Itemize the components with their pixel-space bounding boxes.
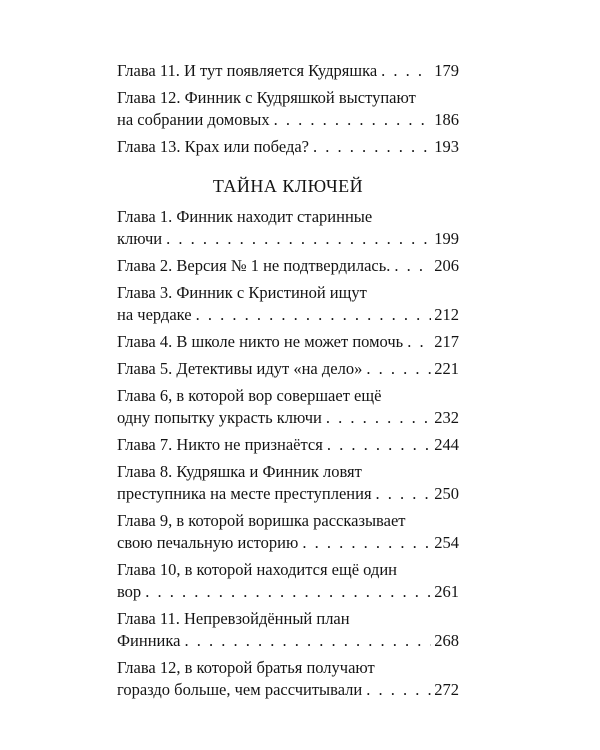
toc-entry-line xyxy=(117,358,459,380)
toc-entry xyxy=(117,461,459,505)
dot-leader xyxy=(381,60,431,82)
toc-entry-line xyxy=(117,581,459,603)
toc-page-number: 193 xyxy=(434,137,459,156)
toc-top-list xyxy=(117,60,459,158)
section-title: ТАЙНА КЛЮЧЕЙ xyxy=(212,176,364,196)
toc-entry xyxy=(117,255,459,277)
toc-entry-text: Глава 11. Непревзойдённый план xyxy=(117,609,350,628)
toc-entry xyxy=(117,87,459,131)
toc-entry xyxy=(117,608,459,652)
toc-page-number: 268 xyxy=(434,631,459,650)
toc-entry xyxy=(117,358,459,380)
toc-entry xyxy=(117,657,459,701)
table-of-contents xyxy=(117,60,459,706)
toc-entry-line xyxy=(117,510,459,532)
toc-entry-line xyxy=(117,407,459,429)
toc-entry-text: Глава 2. Версия № 1 не подтвердилась. xyxy=(117,256,391,275)
toc-page-number: 261 xyxy=(434,582,459,601)
toc-entry-line xyxy=(117,228,459,250)
toc-entry-line xyxy=(117,109,459,131)
toc-entry-line xyxy=(117,304,459,326)
toc-entry-text: Глава 6, в которой вор совершает ещё xyxy=(117,386,382,405)
toc-entry-line xyxy=(117,87,459,109)
toc-page-number: 179 xyxy=(434,61,459,80)
toc-page-number: 244 xyxy=(434,435,459,454)
toc-section-list xyxy=(117,206,459,701)
toc-page-number: 217 xyxy=(434,332,459,351)
dot-leader xyxy=(302,532,431,554)
dot-leader xyxy=(184,630,431,652)
toc-page-number: 206 xyxy=(434,256,459,275)
toc-entry xyxy=(117,206,459,250)
toc-entry-line xyxy=(117,559,459,581)
toc-entry xyxy=(117,136,459,158)
toc-page-number: 199 xyxy=(434,229,459,248)
toc-entry xyxy=(117,434,459,456)
toc-page-number: 250 xyxy=(434,484,459,503)
toc-page-number: 232 xyxy=(434,408,459,427)
toc-entry-line xyxy=(117,206,459,228)
toc-entry-text: Глава 4. В школе никто не может помочь xyxy=(117,332,404,351)
toc-entry-text: Глава 7. Никто не признаётся xyxy=(117,435,323,454)
toc-entry-text: гораздо больше, чем рассчитывали xyxy=(117,680,363,699)
toc-entry-text: Глава 5. Детективы идут «на дело» xyxy=(117,359,363,378)
toc-entry-line xyxy=(117,136,459,158)
toc-entry-line xyxy=(117,461,459,483)
toc-entry-text: преступника на месте преступления xyxy=(117,484,372,503)
toc-entry-text: ключи xyxy=(117,229,163,248)
toc-page-number: 254 xyxy=(434,533,459,552)
dot-leader xyxy=(145,581,431,603)
toc-entry-text: Глава 1. Финник находит старинные xyxy=(117,207,373,226)
dot-leader xyxy=(274,109,432,131)
toc-entry-text: свою печальную историю xyxy=(117,533,299,552)
dot-leader xyxy=(366,358,431,380)
toc-entry xyxy=(117,385,459,429)
toc-entry-line xyxy=(117,483,459,505)
toc-entry-text: на собрании домовых xyxy=(117,110,270,129)
toc-entry-line xyxy=(117,434,459,456)
toc-entry-text: Глава 11. И тут появляется Кудряшка xyxy=(117,61,378,80)
toc-entry-text: Глава 8. Кудряшка и Финник ловят xyxy=(117,462,362,481)
dot-leader xyxy=(376,483,432,505)
toc-entry-line xyxy=(117,385,459,407)
toc-entry xyxy=(117,559,459,603)
toc-page-number: 186 xyxy=(434,110,459,129)
toc-entry-line xyxy=(117,630,459,652)
toc-page-number: 212 xyxy=(434,305,459,324)
toc-entry-line xyxy=(117,331,459,353)
toc-entry xyxy=(117,331,459,353)
toc-page-number: 272 xyxy=(434,680,459,699)
toc-entry-line xyxy=(117,282,459,304)
toc-entry-text: на чердаке xyxy=(117,305,192,324)
toc-entry-text: Глава 12, в которой братья получают xyxy=(117,658,375,677)
toc-entry xyxy=(117,510,459,554)
toc-entry-text: Глава 10, в которой находится ещё один xyxy=(117,560,397,579)
toc-entry-line xyxy=(117,255,459,277)
toc-entry-text: Глава 12. Финник с Кудряшкой выступают xyxy=(117,88,416,107)
dot-leader xyxy=(366,679,431,701)
dot-leader xyxy=(313,136,431,158)
dot-leader xyxy=(166,228,431,250)
toc-page-number: 221 xyxy=(434,359,459,378)
toc-entry-line xyxy=(117,532,459,554)
dot-leader xyxy=(407,331,431,353)
toc-entry-line xyxy=(117,679,459,701)
toc-entry-text: Глава 9, в которой воришка рассказывает xyxy=(117,511,406,530)
toc-entry-line xyxy=(117,608,459,630)
dot-leader xyxy=(196,304,432,326)
toc-entry xyxy=(117,60,459,82)
toc-entry xyxy=(117,282,459,326)
dot-leader xyxy=(327,434,431,456)
toc-entry-text: вор xyxy=(117,582,142,601)
toc-entry-text: одну попытку украсть ключи xyxy=(117,408,322,427)
toc-entry-text: Глава 3. Финник с Кристиной ищут xyxy=(117,283,367,302)
toc-entry-line xyxy=(117,657,459,679)
toc-entry-text: Глава 13. Крах или победа? xyxy=(117,137,310,156)
toc-entry-text: Финника xyxy=(117,631,181,650)
dot-leader xyxy=(326,407,431,429)
toc-entry-line xyxy=(117,60,459,82)
dot-leader xyxy=(394,255,431,277)
